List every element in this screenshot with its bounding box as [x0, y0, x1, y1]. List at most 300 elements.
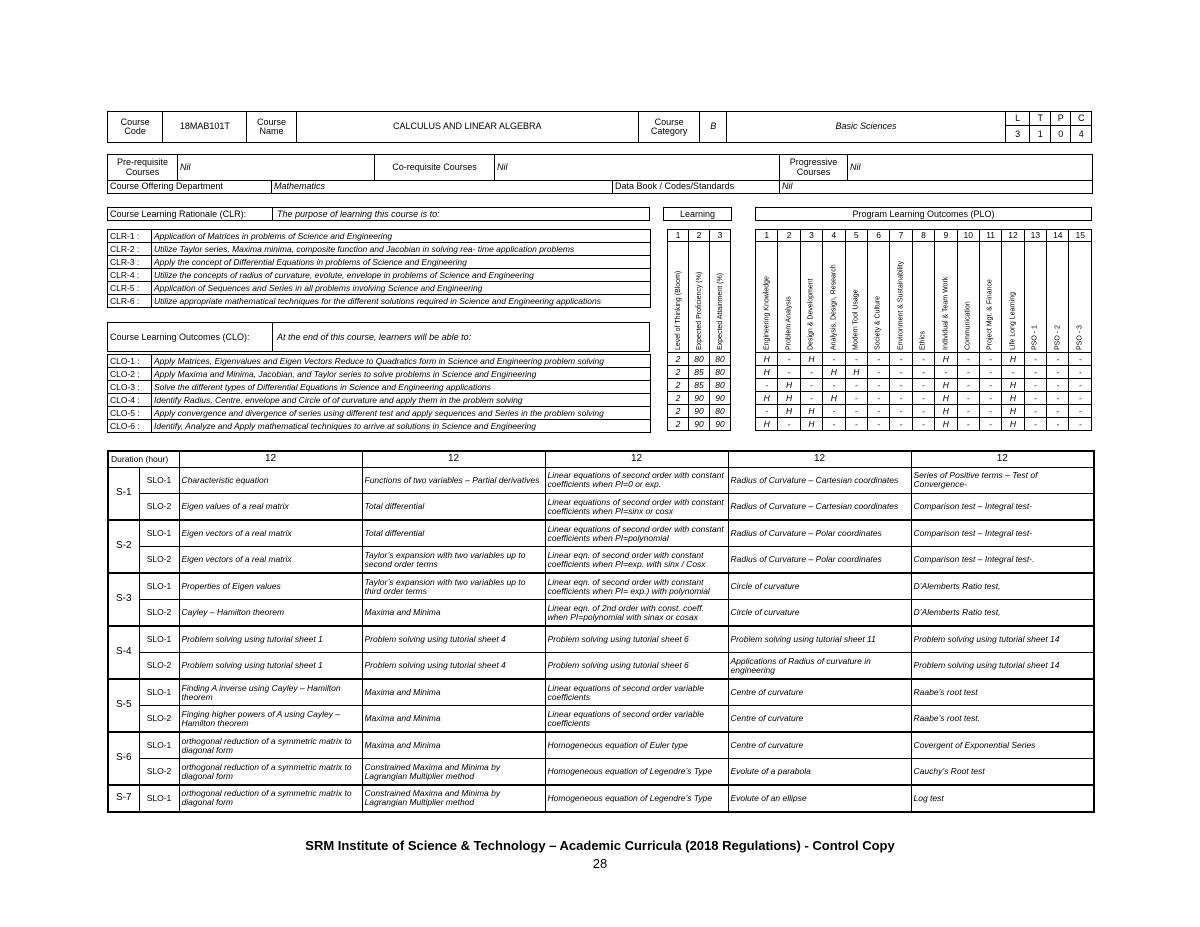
schedule-row [108, 785, 1094, 812]
slo-label: SLO-1 [139, 467, 179, 494]
plo-num: 7 [890, 230, 912, 242]
plo-value: H [823, 366, 845, 379]
topic-cell: Problem solving using tutorial sheet 14 [911, 626, 1094, 653]
plo-value: - [979, 392, 1001, 405]
plo-value: - [912, 366, 934, 379]
plo-num: 9 [935, 230, 957, 242]
plo-num: 13 [1024, 230, 1046, 242]
learning-value: 2 [668, 392, 689, 405]
plo-value: - [1024, 392, 1046, 405]
topic-cell: Characteristic equation [179, 467, 362, 494]
plo-value: - [778, 418, 800, 431]
plo-value: - [957, 405, 979, 418]
topic-cell: Linear eqn. of 2nd order with const. coeff. when PI=polynomial with sinax or cosax [545, 600, 728, 627]
plo-value: - [823, 405, 845, 418]
plo-value: - [845, 418, 867, 431]
topic-cell: Evolute of a parabola [728, 759, 911, 786]
session-schedule-table [107, 450, 1095, 813]
plo-num: 15 [1069, 230, 1092, 242]
topic-cell: Circle of curvature [728, 573, 911, 600]
ltpc-label: T [1030, 112, 1051, 126]
plo-value-row [756, 392, 1092, 405]
topic-cell: Problem solving using tutorial sheet 4 [362, 653, 545, 680]
topic-cell: Eigen vectors of a real matrix [179, 547, 362, 574]
topic-cell: Evolute of an ellipse [728, 785, 911, 812]
learning-value: 90 [710, 418, 731, 431]
progressive-value: Nil [848, 155, 1093, 181]
topic-cell: Problem solving using tutorial sheet 6 [545, 653, 728, 680]
ltpc-label: P [1050, 112, 1071, 126]
plo-value: - [867, 418, 889, 431]
clo-text: Apply Matrices, Eigenvalues and Eigen Vectors Reduce to Quadratics form in Science and Engineering problem solving [152, 355, 651, 368]
plo-value: H [756, 418, 778, 431]
clr-code: CLR-6 : [108, 295, 152, 308]
topic-cell: Properties of Eigen values [179, 573, 362, 600]
duration-hours: 12 [911, 451, 1094, 467]
clo-code: CLO-5 : [108, 407, 152, 420]
plo-col-header: Problem Analysis [778, 242, 800, 353]
learning-num: 3 [710, 230, 731, 242]
plo-value: - [1047, 366, 1069, 379]
plo-value-row [756, 379, 1092, 392]
plo-col-header: Engineering Knowledge [756, 242, 778, 353]
plo-value: - [1069, 379, 1092, 392]
plo-value: - [890, 405, 912, 418]
plo-value: - [890, 366, 912, 379]
coreq-value: Nil [495, 155, 780, 181]
plo-header-row [756, 242, 1092, 353]
topic-cell: Cauchy’s Root test [911, 759, 1094, 786]
clr-table [107, 229, 651, 308]
topic-cell: Comparison test – Integral test- [911, 494, 1094, 521]
learning-num: 2 [689, 230, 710, 242]
plo-num: 1 [756, 230, 778, 242]
clr-text: Application of Sequences and Series in all problems involving Science and Engineering [152, 282, 651, 295]
learning-header: Learning [663, 207, 732, 221]
topic-cell: Radius of Curvature – Cartesian coordinates [728, 467, 911, 494]
plo-value: - [800, 379, 822, 392]
clo-row [108, 394, 651, 407]
topic-cell: Cayley – Hamilton theorem [179, 600, 362, 627]
plo-col-header: Modern Tool Usage [845, 242, 867, 353]
clr-code: CLR-4 : [108, 269, 152, 282]
learning-value: 2 [668, 379, 689, 392]
clr-code: CLR-1 : [108, 230, 152, 243]
learning-value-row [668, 366, 731, 379]
plo-value: - [1024, 379, 1046, 392]
plo-value: - [979, 405, 1001, 418]
topic-cell: Radius of Curvature – Cartesian coordinates [728, 494, 911, 521]
learning-value: 90 [689, 392, 710, 405]
duration-hours: 12 [362, 451, 545, 467]
learning-value: 2 [668, 353, 689, 366]
plo-value: H [778, 379, 800, 392]
clo-intro: At the end of this course, learners will be able to: [277, 332, 472, 342]
slo-label: SLO-2 [139, 600, 179, 627]
databook-value: Nil [780, 181, 1093, 194]
clr-header [107, 207, 650, 221]
plo-value: - [912, 405, 934, 418]
plo-value: - [979, 366, 1001, 379]
clr-text: Utilize the concepts of radius of curvature, evolute, envelope in problems of Science and Engineering [152, 269, 651, 282]
plo-value: - [1002, 366, 1024, 379]
plo-num: 2 [778, 230, 800, 242]
learning-value: 90 [689, 405, 710, 418]
ltpc-label: C [1071, 112, 1092, 126]
topic-cell: Total differential [362, 520, 545, 547]
clo-row [108, 368, 651, 381]
topic-cell: Homogeneous equation of Legendre’s Type [545, 785, 728, 812]
learning-col-header: Expected Attainment (%) [710, 242, 731, 353]
duration-hours: 12 [179, 451, 362, 467]
session-label: S-5 [108, 679, 139, 732]
topic-cell: Maxima and Minima [362, 732, 545, 759]
learning-value: 80 [689, 353, 710, 366]
plo-value: - [912, 353, 934, 366]
dept-value: Mathematics [272, 181, 613, 194]
plo-value: - [957, 418, 979, 431]
plo-value: H [1002, 392, 1024, 405]
schedule-row [108, 573, 1094, 600]
plo-value-row [756, 405, 1092, 418]
plo-value: - [867, 405, 889, 418]
plo-num: 10 [957, 230, 979, 242]
plo-value: H [845, 366, 867, 379]
plo-value: - [867, 392, 889, 405]
topic-cell: Taylor’s expansion with two variables up to second order terms [362, 547, 545, 574]
slo-label: SLO-1 [139, 573, 179, 600]
clo-row [108, 407, 651, 420]
clo-text: Identify Radius, Centre, envelope and Circle of of curvature and apply them in the problem solving [152, 394, 651, 407]
schedule-row [108, 600, 1094, 627]
clo-header [107, 322, 650, 352]
plo-value: H [756, 392, 778, 405]
plo-value: H [823, 392, 845, 405]
clr-code: CLR-3 : [108, 256, 152, 269]
topic-cell: Linear equations of second order with constant coefficients when PI=0 or exp. [545, 467, 728, 494]
plo-value: H [756, 353, 778, 366]
topic-cell: Problem solving using tutorial sheet 14 [911, 653, 1094, 680]
topic-cell: orthogonal reduction of a symmetric matrix to diagonal form [179, 785, 362, 812]
plo-value: - [890, 418, 912, 431]
clr-row [108, 269, 651, 282]
learning-value: 80 [710, 366, 731, 379]
learning-value: 90 [710, 392, 731, 405]
plo-num: 14 [1047, 230, 1069, 242]
topic-cell: Homogeneous equation of Legendre’s Type [545, 759, 728, 786]
clr-purpose: The purpose of learning this course is to: [277, 209, 440, 219]
clo-label: Course Learning Outcomes (CLO): [108, 323, 273, 351]
topic-cell: Raabe’s root test. [911, 706, 1094, 733]
topic-cell: Functions of two variables – Partial derivatives [362, 467, 545, 494]
footer-text: SRM Institute of Science & Technology – Academic Curricula (2018 Regulations) - Control Copy [305, 838, 895, 853]
plo-num-row [756, 230, 1092, 242]
topic-cell: Linear equations of second order with constant coefficients when PI=sinx or cosx [545, 494, 728, 521]
plo-value-row [756, 353, 1092, 366]
clr-text: Utilize appropriate mathematical techniques for the different solutions required in Science and Engineering applications [152, 295, 651, 308]
slo-label: SLO-2 [139, 759, 179, 786]
plo-value: - [1069, 353, 1092, 366]
schedule-row [108, 547, 1094, 574]
plo-value: - [867, 353, 889, 366]
plo-value: - [957, 353, 979, 366]
plo-col-header: PSO - 1 [1024, 242, 1046, 353]
clr-row [108, 230, 651, 243]
clr-text: Utilize Taylor series, Maxima minima, composite function and Jacobian in solving rea- time application problems [152, 243, 651, 256]
plo-value: - [1024, 405, 1046, 418]
learning-num-row [668, 230, 731, 242]
plo-value: H [1002, 418, 1024, 431]
plo-col-header: Individual & Team Work [935, 242, 957, 353]
topic-cell: orthogonal reduction of a symmetric matrix to diagonal form [179, 759, 362, 786]
topic-cell: Linear equations of second order with constant coefficients when PI=polynomial [545, 520, 728, 547]
plo-value: - [979, 353, 1001, 366]
topic-cell: Linear eqn. of second order with constant coefficients when PI= exp.) with polynomial [545, 573, 728, 600]
prerequisite-table [107, 154, 1093, 194]
plo-value: - [957, 366, 979, 379]
course-name: CALCULUS AND LINEAR ALGEBRA [296, 112, 638, 143]
plo-value: - [979, 379, 1001, 392]
plo-value: - [845, 379, 867, 392]
topic-cell: D’Alemberts Ratio test, [911, 600, 1094, 627]
plo-value: - [800, 392, 822, 405]
topic-cell: Finging higher powers of A using Cayley – Hamilton theorem [179, 706, 362, 733]
topic-cell: Taylor’s expansion with two variables up to third order terms [362, 573, 545, 600]
clr-row [108, 256, 651, 269]
plo-value: - [845, 392, 867, 405]
plo-col-header: Design & Development [800, 242, 822, 353]
clo-text: Apply Maxima and Minima, Jacobian, and Taylor series to solve problems in Science and Engineering [152, 368, 651, 381]
plo-value: H [1002, 405, 1024, 418]
plo-value: - [867, 366, 889, 379]
course-code: 18MAB101T [163, 112, 247, 143]
schedule-row [108, 679, 1094, 706]
clr-code: CLR-2 : [108, 243, 152, 256]
session-label: S-2 [108, 520, 139, 573]
plo-col-header: Life Long Learning [1002, 242, 1024, 353]
plo-value: - [1047, 392, 1069, 405]
plo-value: - [756, 405, 778, 418]
learning-value-row [668, 353, 731, 366]
topic-cell: Covergent of Exponential Series [911, 732, 1094, 759]
session-label: S-1 [108, 467, 139, 520]
clo-text: Identify, Analyze and Apply mathematical techniques to arrive at solutions in Science and Engineering [152, 420, 651, 433]
course-header-table [107, 111, 1092, 143]
clr-row [108, 295, 651, 308]
plo-value: - [1047, 379, 1069, 392]
topic-cell: Eigen vectors of a real matrix [179, 520, 362, 547]
topic-cell: Maxima and Minima [362, 679, 545, 706]
clr-code: CLR-5 : [108, 282, 152, 295]
clo-code: CLO-6 : [108, 420, 152, 433]
topic-cell: Constrained Maxima and Minima by Lagrangian Multiplier method [362, 785, 545, 812]
plo-value: H [1002, 379, 1024, 392]
coreq-label: Co-requisite Courses [375, 155, 495, 181]
ltpc-label: L [1005, 112, 1030, 126]
schedule-row [108, 653, 1094, 680]
schedule-row [108, 732, 1094, 759]
plo-num: 5 [845, 230, 867, 242]
plo-value: - [1069, 392, 1092, 405]
plo-value: H [1002, 353, 1024, 366]
topic-cell: Maxima and Minima [362, 600, 545, 627]
topic-cell: Homogeneous equation of Euler type [545, 732, 728, 759]
plo-value: - [1024, 418, 1046, 431]
duration-label: Duration (hour) [108, 451, 179, 467]
plo-header: Program Learning Outcomes (PLO) [755, 207, 1092, 221]
session-label: S-6 [108, 732, 139, 785]
plo-value: - [979, 418, 1001, 431]
clo-text: Solve the different types of Differential Equations in Science and Engineering applications [152, 381, 651, 394]
plo-value: - [957, 379, 979, 392]
slo-label: SLO-2 [139, 706, 179, 733]
clo-row [108, 420, 651, 433]
topic-cell: orthogonal reduction of a symmetric matrix to diagonal form [179, 732, 362, 759]
learning-value: 85 [689, 379, 710, 392]
topic-cell: Series of Positive terms – Test of Convergence- [911, 467, 1094, 494]
plo-value: H [935, 418, 957, 431]
plo-value: - [1047, 418, 1069, 431]
dept-label: Course Offering Department [108, 181, 272, 194]
plo-num: 11 [979, 230, 1001, 242]
clr-label: Course Learning Rationale (CLR): [108, 208, 273, 220]
topic-cell: Problem solving using tutorial sheet 6 [545, 626, 728, 653]
plo-value: H [800, 418, 822, 431]
learning-value: 2 [668, 418, 689, 431]
topic-cell: Total differential [362, 494, 545, 521]
topic-cell: Problem solving using tutorial sheet 11 [728, 626, 911, 653]
plo-value: - [845, 353, 867, 366]
plo-value: H [800, 405, 822, 418]
databook-label: Data Book / Codes/Standards [613, 181, 780, 194]
topic-cell: Problem solving using tutorial sheet 1 [179, 653, 362, 680]
plo-num: 3 [800, 230, 822, 242]
slo-label: SLO-1 [139, 732, 179, 759]
plo-value: - [1024, 366, 1046, 379]
schedule-row [108, 759, 1094, 786]
topic-cell: Linear equations of second order variable coefficients [545, 706, 728, 733]
ltpc-value: 3 [1005, 126, 1030, 143]
clr-row [108, 282, 651, 295]
clo-code: CLO-4 : [108, 394, 152, 407]
plo-value: H [935, 392, 957, 405]
topic-cell: Radius of Curvature – Polar coordinates [728, 547, 911, 574]
topic-cell: Applications of Radius of curvature in engineering [728, 653, 911, 680]
plo-value: - [778, 366, 800, 379]
course-category-label: Course Category [638, 112, 700, 143]
plo-grid [755, 229, 1092, 431]
learning-grid [667, 229, 731, 431]
plo-value: - [823, 418, 845, 431]
progressive-label: Progressive Courses [780, 155, 848, 181]
plo-value: H [756, 366, 778, 379]
topic-cell: Constrained Maxima and Minima by Lagrangian Multiplier method [362, 759, 545, 786]
topic-cell: Problem solving using tutorial sheet 4 [362, 626, 545, 653]
learning-value: 2 [668, 405, 689, 418]
plo-value: - [1069, 405, 1092, 418]
plo-value: - [1024, 353, 1046, 366]
learning-value: 80 [710, 353, 731, 366]
learning-value: 80 [710, 405, 731, 418]
plo-value: - [756, 379, 778, 392]
schedule-row [108, 706, 1094, 733]
topic-cell: Eigen values of a real matrix [179, 494, 362, 521]
plo-value: - [912, 379, 934, 392]
plo-value: H [778, 392, 800, 405]
learning-value-row [668, 379, 731, 392]
plo-col-header: Analysis, Design, Research [823, 242, 845, 353]
slo-label: SLO-1 [139, 679, 179, 706]
clo-code: CLO-3 : [108, 381, 152, 394]
session-label: S-4 [108, 626, 139, 679]
schedule-row [108, 494, 1094, 521]
plo-num: 4 [823, 230, 845, 242]
plo-num: 6 [867, 230, 889, 242]
course-name-label: Course Name [247, 112, 296, 143]
category-name: Basic Sciences [727, 112, 1006, 143]
schedule-header-row [108, 451, 1094, 467]
slo-label: SLO-1 [139, 520, 179, 547]
session-label: S-3 [108, 573, 139, 626]
plo-value: - [890, 353, 912, 366]
plo-col-header: Ethics [912, 242, 934, 353]
plo-col-header: Communication [957, 242, 979, 353]
plo-value: H [935, 405, 957, 418]
clr-text: Apply the concept of Differential Equations in problems of Science and Engineering [152, 256, 651, 269]
plo-value: - [845, 405, 867, 418]
clr-text: Application of Matrices in problems of Science and Engineering [152, 230, 651, 243]
plo-value: H [778, 405, 800, 418]
plo-value: - [1069, 418, 1092, 431]
plo-value: - [1047, 353, 1069, 366]
learning-value-row [668, 418, 731, 431]
topic-cell: Circle of curvature [728, 600, 911, 627]
topic-cell: Centre of curvature [728, 732, 911, 759]
course-code-label: Course Code [108, 112, 163, 143]
clo-code: CLO-1 : [108, 355, 152, 368]
plo-value: - [823, 353, 845, 366]
learning-header-row [668, 242, 731, 353]
plo-value: - [935, 366, 957, 379]
topic-cell: Problem solving using tutorial sheet 1 [179, 626, 362, 653]
plo-col-header: PSO - 3 [1069, 242, 1092, 353]
clo-code: CLO-2 : [108, 368, 152, 381]
duration-hours: 12 [728, 451, 911, 467]
topic-cell: Radius of Curvature – Polar coordinates [728, 520, 911, 547]
prereq-label: Pre-requisite Courses [108, 155, 178, 181]
plo-col-header: Project Mgt. & Finance [979, 242, 1001, 353]
clo-table [107, 354, 651, 433]
topic-cell: D’Alemberts Ratio test, [911, 573, 1094, 600]
topic-cell: Maxima and Minima [362, 706, 545, 733]
plo-value: - [912, 418, 934, 431]
plo-col-header: Environment & Sustainability [890, 242, 912, 353]
plo-value: H [935, 353, 957, 366]
topic-cell: Centre of curvature [728, 679, 911, 706]
session-label: S-7 [108, 785, 139, 812]
topic-cell: Finding A inverse using Cayley – Hamilton theorem [179, 679, 362, 706]
plo-value: - [890, 379, 912, 392]
learning-value: 90 [689, 418, 710, 431]
plo-value: - [800, 366, 822, 379]
topic-cell: Raabe’s root test [911, 679, 1094, 706]
learning-value: 85 [689, 366, 710, 379]
ltpc-value: 1 [1030, 126, 1051, 143]
schedule-row [108, 467, 1094, 494]
topic-cell: Log test [911, 785, 1094, 812]
topic-cell: Comparison test – Integral test-. [911, 547, 1094, 574]
slo-label: SLO-2 [139, 653, 179, 680]
